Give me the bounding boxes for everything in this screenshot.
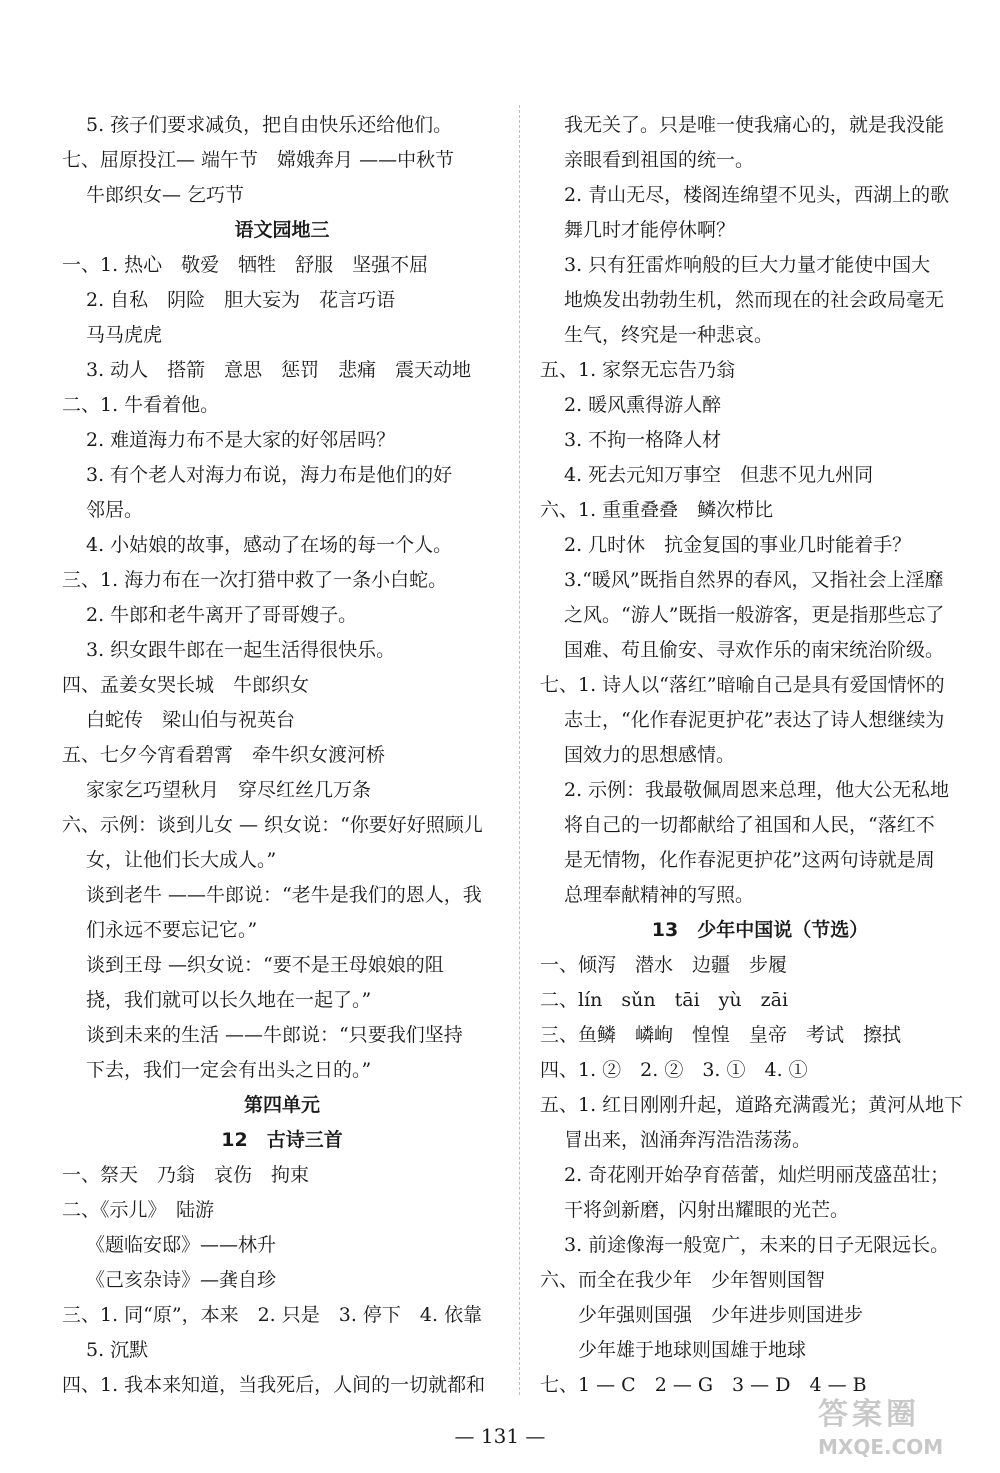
text-line: 少年强则国强 少年进步则国进步 bbox=[578, 1304, 864, 1326]
text-line: 国效力的思想感情。 bbox=[564, 744, 736, 766]
text-line: 牛郎织女— 乞巧节 bbox=[86, 184, 245, 206]
text-line: 3. 只有狂雷炸响般的巨大力量才能使中国大 bbox=[564, 254, 931, 276]
text-line: 五、1. 红日刚刚升起，道路充满霞光；黄河从地下 bbox=[540, 1094, 964, 1116]
text-line: 2. 奇花刚开始孕育蓓蕾，灿烂明丽茂盛茁壮； bbox=[564, 1164, 950, 1186]
text-line: 谈到未来的生活 ——牛郎说：“只要我们坚持 bbox=[86, 1024, 463, 1046]
column-divider bbox=[519, 105, 520, 1395]
text-line: 是无情物，化作春泥更护花”这两句诗就是周 bbox=[564, 849, 935, 871]
watermark-logo bbox=[818, 1395, 988, 1465]
watermark-url: MXQE.COM bbox=[818, 1435, 944, 1459]
text-line: 四、1. ② 2. ② 3. ① 4. ① bbox=[540, 1059, 808, 1081]
text-line: 4. 小姑娘的故事，感动了在场的每一个人。 bbox=[86, 534, 453, 556]
text-line: 2. 自私 阴险 胆大妄为 花言巧语 bbox=[86, 289, 396, 311]
text-line: 二、《示儿》 陆游 bbox=[62, 1199, 215, 1221]
text-line: 2. 几时休 抗金复国的事业几时能着手？ bbox=[564, 534, 912, 556]
text-line: 三、1. 同“原”，本来 2. 只是 3. 停下 4. 依靠 bbox=[62, 1304, 483, 1326]
text-line: 将自己的一切都献给了祖国和人民，“落红不 bbox=[564, 814, 935, 836]
section-heading: 12 古诗三首 bbox=[221, 1129, 343, 1151]
text-line: 《题临安邸》——林升 bbox=[86, 1234, 277, 1256]
watermark-title: 答案圈 bbox=[818, 1397, 920, 1432]
text-line: 六、示例：谈到儿女 — 织女说：“你要好好照顾儿 bbox=[62, 814, 483, 836]
text-line: 下去，我们一定会有出头之日的。” bbox=[86, 1059, 372, 1081]
left-column bbox=[62, 108, 502, 1403]
text-line: 志士，“化作春泥更护花”表达了诗人想继续为 bbox=[564, 709, 945, 731]
text-line: 3. 动人 搭箭 意思 惩罚 悲痛 震天动地 bbox=[86, 359, 472, 381]
text-line: 谈到老牛 ——牛郎说：“老牛是我们的恩人，我 bbox=[86, 884, 482, 906]
text-line: 马马虎虎 bbox=[86, 324, 163, 346]
text-line: 5. 沉默 bbox=[86, 1339, 149, 1361]
text-line: 一、祭天 乃翁 哀伤 拘束 bbox=[62, 1164, 310, 1186]
text-line: 四、孟姜女哭长城 牛郎织女 bbox=[62, 674, 310, 696]
section-heading: 第四单元 bbox=[243, 1094, 320, 1116]
text-line: 七、1 — C 2 — G 3 — D 4 — B bbox=[540, 1374, 867, 1396]
text-line: 总理奉献精神的写照。 bbox=[564, 884, 755, 906]
text-line: 3.“暖风”既指自然界的春风，又指社会上淫靡 bbox=[564, 569, 944, 591]
text-line: 六、1. 重重叠叠 鳞次栉比 bbox=[540, 499, 774, 521]
text-line: 冒出来，汹涌奔泻浩浩荡荡。 bbox=[564, 1129, 812, 1151]
section-heading: 13 少年中国说（节选） bbox=[651, 919, 869, 941]
text-line: 2. 青山无尽，楼阁连绵望不见头，西湖上的歌 bbox=[564, 184, 950, 206]
text-line: 2. 牛郎和老牛离开了哥哥嫂子。 bbox=[86, 604, 358, 626]
text-line: 四、1. 我本来知道，当我死后，人间的一切就都和 bbox=[62, 1374, 486, 1396]
text-line: 家家乞巧望秋月 穿尽红丝几万条 bbox=[86, 779, 372, 801]
text-line: 二、1. 牛看着他。 bbox=[62, 394, 220, 416]
page-number: — 131 — bbox=[454, 1424, 546, 1448]
text-line: 三、1. 海力布在一次打猎中救了一条小白蛇。 bbox=[62, 569, 448, 591]
text-line: 女，让他们长大成人。” bbox=[86, 849, 277, 871]
text-line: 国难、苟且偷安、寻欢作乐的南宋统治阶级。 bbox=[564, 639, 945, 661]
right-column bbox=[540, 108, 980, 1403]
text-line: 七、1. 诗人以“落红”暗喻自己是具有爱国情怀的 bbox=[540, 674, 945, 696]
text-line: 生气，终究是一种悲哀。 bbox=[564, 324, 774, 346]
text-line: 3. 有个老人对海力布说，海力布是他们的好 bbox=[86, 464, 453, 486]
text-line: 六、而全在我少年 少年智则国智 bbox=[540, 1269, 826, 1291]
text-line: 一、倾泻 潜水 边疆 步履 bbox=[540, 954, 788, 976]
text-line: 们永远不要忘记它。” bbox=[86, 919, 258, 941]
text-line: 2. 暖风熏得游人醉 bbox=[564, 394, 722, 416]
text-line: 干将剑新磨，闪射出耀眼的光芒。 bbox=[564, 1199, 850, 1221]
text-line: 2. 难道海力布不是大家的好邻居吗？ bbox=[86, 429, 396, 451]
text-line: 3. 不拘一格降人材 bbox=[564, 429, 722, 451]
text-line: 二、lín sǔn tāi yù zāi bbox=[540, 989, 789, 1011]
text-line: 三、鱼鳞 嶙峋 惶惶 皇帝 考试 擦拭 bbox=[540, 1024, 902, 1046]
text-line: 3. 前途像海一般宽广，未来的日子无限远长。 bbox=[564, 1234, 950, 1256]
text-line: 之风。“游人”既指一般游客，更是指那些忘了 bbox=[564, 604, 945, 626]
text-line: 《己亥杂诗》—龚自珍 bbox=[86, 1269, 277, 1291]
text-line: 五、1. 家祭无忘告乃翁 bbox=[540, 359, 736, 381]
text-line: 一、1. 热心 敬爱 牺牲 舒服 坚强不屈 bbox=[62, 254, 429, 276]
text-line: 舞几时才能停休啊？ bbox=[564, 219, 736, 241]
text-line: 白蛇传 梁山伯与祝英台 bbox=[86, 709, 296, 731]
text-line: 2. 示例：我最敬佩周恩来总理，他大公无私地 bbox=[564, 779, 950, 801]
text-line: 挠，我们就可以长久地在一起了。” bbox=[86, 989, 372, 1011]
text-line: 我无关了。只是唯一使我痛心的，就是我没能 bbox=[564, 114, 945, 136]
text-line: 4. 死去元知万事空 但悲不见九州同 bbox=[564, 464, 874, 486]
text-line: 五、七夕今宵看碧霄 牵牛织女渡河桥 bbox=[62, 744, 386, 766]
text-line: 亲眼看到祖国的统一。 bbox=[564, 149, 755, 171]
text-line: 邻居。 bbox=[86, 499, 144, 521]
text-line: 少年雄于地球则国雄于地球 bbox=[578, 1339, 807, 1361]
text-line: 5. 孩子们要求减负，把自由快乐还给他们。 bbox=[86, 114, 453, 136]
text-line: 谈到王母 —织女说：“要不是王母娘娘的阻 bbox=[86, 954, 444, 976]
text-line: 地焕发出勃勃生机，然而现在的社会政局毫无 bbox=[564, 289, 945, 311]
section-heading: 语文园地三 bbox=[234, 219, 330, 241]
text-line: 3. 织女跟牛郎在一起生活得很快乐。 bbox=[86, 639, 396, 661]
text-line: 七、屈原投江— 端午节 嫦娥奔月 ——中秋节 bbox=[62, 149, 455, 171]
